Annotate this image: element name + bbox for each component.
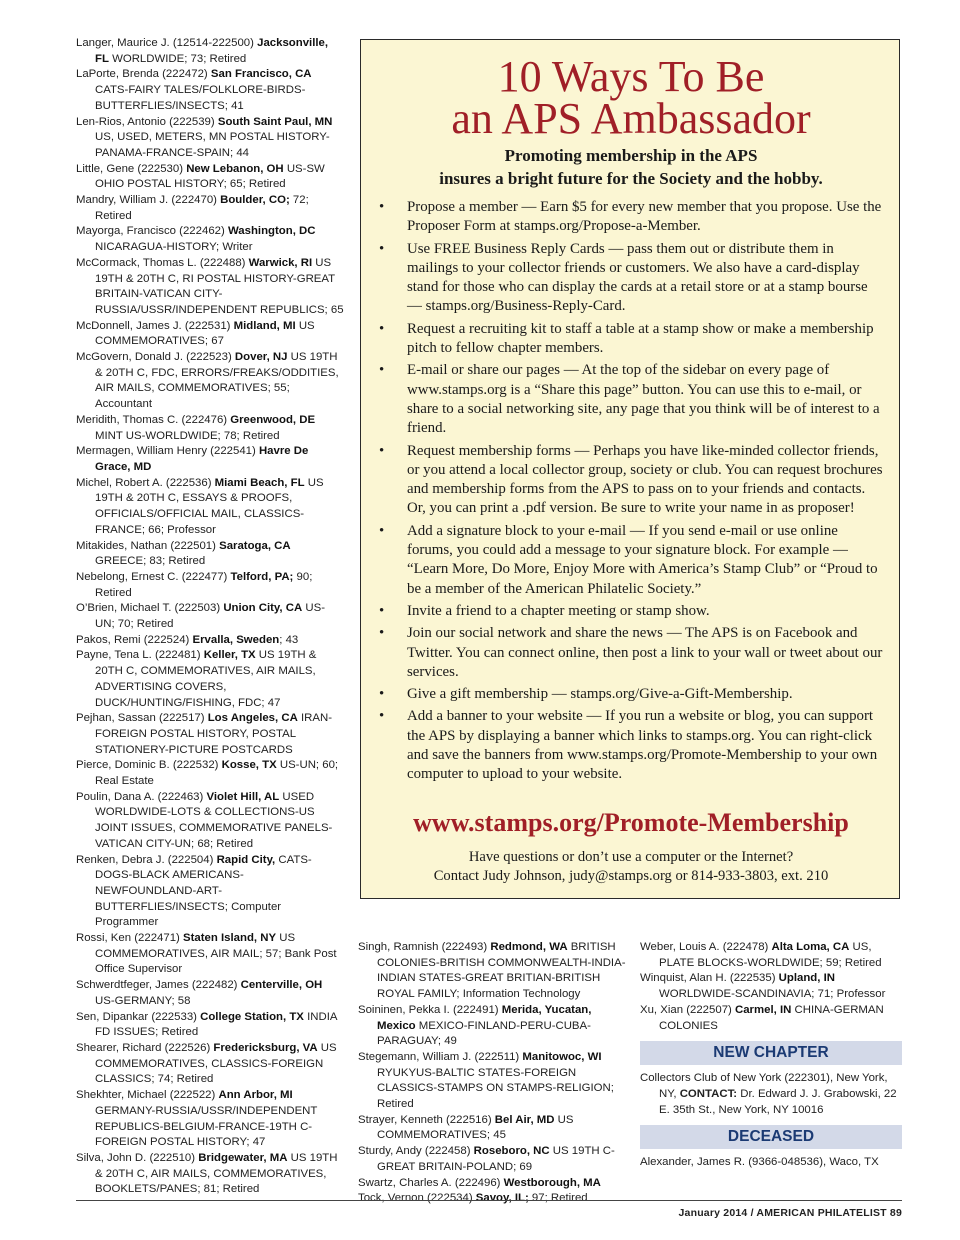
member-location: Redmond, WA — [490, 941, 568, 953]
member-location: Roseboro, NC — [473, 1145, 550, 1158]
new-chapter-entry — [640, 1071, 902, 1118]
bullet-icon: • — [379, 602, 385, 619]
bullet-icon: • — [379, 240, 385, 257]
member-name: Mandry, William J. (222470) — [76, 194, 221, 207]
member-name: Mitakides, Nathan (222501) — [76, 539, 220, 552]
member-entry — [76, 570, 344, 601]
box-title-line2: an APS Ambassador — [451, 94, 811, 143]
member-name: Payne, Tena L. (222481) — [76, 649, 204, 662]
bullet-icon: • — [379, 199, 385, 215]
member-details: GERMANY-RUSSIA/USSR/INDEPENDENT REPUBLICS-BELGIUM-FRANCE-19TH C-FOREIGN POSTAL HISTORY; 47 — [95, 1104, 318, 1149]
member-list-left — [76, 36, 344, 1198]
member-details: BRITISH COLONIES-BRITISH COMMONWEALTH-INDIA-INDIAN STATES-GREAT BRITIAN-BRITISH ROYAL FAMILY; Information Technology — [377, 941, 626, 1001]
member-details: US COMMEMORATIVES, CLASSICS-FOREIGN CLASSICS; 74; Retired — [95, 1042, 337, 1086]
member-name: O’Brien, Michael T. (222503) — [76, 602, 224, 615]
member-details: CATS-FAIRY TALES/FOLKLORE-BIRDS-BUTTERFLIES/INSECTS; 41 — [95, 84, 306, 112]
bullet-icon: • — [379, 362, 385, 379]
member-list-right — [640, 940, 902, 1034]
new-chapter-contact-label: CONTACT: — [679, 1087, 738, 1100]
member-name: Silva, John D. (222510) — [76, 1151, 199, 1164]
member-name: Stegemann, William J. (222511) — [358, 1050, 523, 1063]
member-location: Washington, DC — [227, 225, 316, 238]
member-details: US 19TH C-GREAT BRITAIN-POLAND; 69 — [377, 1145, 615, 1173]
member-entry — [76, 853, 344, 932]
member-name: Little, Gene (222530) — [76, 162, 187, 175]
member-name: Renken, Debra J. (222504) — [76, 853, 217, 866]
member-details: 90; Retired — [95, 570, 313, 599]
member-name: Poulin, Dana A. (222463) — [76, 790, 207, 803]
member-entry — [640, 940, 902, 971]
member-name: Strayer, Kenneth (222516) — [358, 1113, 495, 1126]
ambassador-item-text: Request a recruiting kit to staff a table at a stamp show or make a membership pitch to fellow chapter members. — [407, 320, 874, 357]
member-location: Greenwood, DE — [230, 413, 316, 426]
member-details: USED WORLDWIDE-LOTS & COLLECTIONS-US JOINT ISSUES, COMMEMORATIVE PANELS-VATICAN CITY-UN; 68; Retired — [95, 790, 333, 850]
member-name: Soininen, Pekka I. (222491) — [358, 1003, 502, 1016]
bullet-icon: • — [379, 625, 385, 642]
member-entry — [76, 758, 344, 789]
box-subtitle-line1: Promoting membership in the APS — [504, 146, 758, 165]
member-details: US-GERMANY; 58 — [95, 994, 191, 1007]
member-details: CATS-DOGS-BLACK AMERICANS-NEWFOUNDLAND-ART-BUTTERFLIES/INSECTS; Computer Programmer — [95, 853, 312, 929]
ambassador-item-text: Add a signature block to your e-mail — If you send e-mail or use online forums, you could add a message to your signature block. For example — “Learn More, Do More, Enjoy More with America’s Stamp Club” or “Proud to be a member of the American Philatelic Society.” — [407, 522, 878, 597]
member-name: Weber, Louis A. (222478) — [640, 941, 772, 953]
member-details: US-SW OHIO POSTAL HISTORY; 65; Retired — [95, 162, 325, 191]
member-location: Ann Arbor, MI — [218, 1089, 293, 1102]
ambassador-item-text: Use FREE Business Reply Cards — pass them out or distribute them in mailings to your collector friends or customers. We also have a card-display stand for those who can display the cards at a retail store or at a stamp bourse — stamps.org/Business-Reply-Card. — [407, 240, 868, 315]
ambassador-item — [375, 442, 885, 519]
member-location: Westborough, MA — [503, 1176, 601, 1189]
member-details: IRAN-FOREIGN POSTAL HISTORY, POSTAL STATIONERY-PICTURE POSTCARDS — [95, 712, 332, 756]
member-name: Shekhter, Michael (222522) — [76, 1089, 219, 1102]
member-location: Manitowoc, WI — [522, 1050, 602, 1063]
member-location: Union City, CA — [223, 602, 303, 615]
member-location: Havre De Grace, MD — [95, 445, 309, 473]
member-entry — [76, 1088, 344, 1151]
member-name: Pejhan, Sassan (222517) — [76, 712, 208, 725]
member-name: Mermagen, William Henry (222541) — [76, 445, 259, 458]
member-location: San Francisco, CA — [210, 68, 312, 81]
member-name: McDonnell, James J. (222531) — [76, 319, 234, 332]
ambassador-item — [375, 361, 885, 438]
member-location: Keller, TX — [203, 649, 256, 662]
member-entry — [358, 1003, 630, 1050]
member-entry — [76, 476, 344, 539]
ambassador-box — [360, 39, 900, 899]
member-entry — [76, 162, 344, 193]
member-location: Alta Loma, CA — [771, 941, 850, 953]
new-chapter-lead: Collectors Club of New York (222301), New York, NY, — [640, 1072, 888, 1100]
member-details: US COMMEMORATIVES; 45 — [377, 1113, 574, 1142]
member-entry — [76, 978, 344, 1009]
member-details: US 19TH & 20TH C, COMMEMORATIVES, AIR MAILS, ADVERTISING COVERS, DUCK/HUNTING/FISHING, FDC; 47 — [95, 649, 317, 709]
member-location: College Station, TX — [200, 1010, 304, 1023]
right-column — [640, 940, 902, 1171]
new-chapter-heading: NEW CHAPTER — [640, 1041, 902, 1065]
box-subtitle-line2: insures a bright future for the Society and the hobby. — [439, 169, 823, 188]
member-entry — [76, 790, 344, 853]
member-entry — [76, 413, 344, 444]
box-footer-line2: Contact Judy Johnson, judy@stamps.org or 814-933-3803, ext. 210 — [433, 868, 829, 884]
member-name: Langer, Maurice J. (12514-222500) — [76, 37, 258, 49]
member-location: Los Angeles, CA — [207, 712, 298, 725]
member-location: Savoy, IL; — [475, 1192, 529, 1205]
member-location: Miami Beach, FL — [214, 476, 305, 489]
ambassador-item — [375, 240, 885, 317]
member-details: US-UN; 70; Retired — [95, 602, 325, 631]
deceased-entry: Alexander, James R. (9366-048536), Waco, TX — [640, 1156, 879, 1169]
bullet-icon: • — [379, 442, 385, 459]
box-footer — [361, 848, 901, 886]
member-location: Staten Island, NY — [183, 932, 277, 945]
member-entry — [76, 36, 344, 67]
ambassador-item-text: Propose a member — Earn $5 for every new member that you propose. Use the Proposer Form at stamps.org/Propose-a-Member. — [407, 199, 882, 235]
ambassador-item — [375, 522, 885, 599]
member-name: Winquist, Alan H. (222535) — [640, 972, 779, 985]
member-entry — [640, 971, 902, 1002]
promote-url: www.stamps.org/Promote-Membership — [413, 808, 849, 837]
member-location: Upland, IN — [778, 972, 835, 985]
member-details: NICARAGUA-HISTORY; Writer — [95, 241, 253, 254]
member-name: Schwerdtfeger, James (222482) — [76, 979, 241, 992]
box-subtitle — [361, 144, 901, 190]
member-name: Sturdy, Andy (222458) — [358, 1145, 474, 1158]
member-details: US 19TH & 20TH C, RI POSTAL HISTORY-GREAT BRITAIN-VATICAN CITY-RUSSIA/USSR/INDEPENDENT REPUBLICS; 65 — [95, 256, 344, 316]
member-details: US 19TH & 20TH C, ESSAYS & PROOFS, OFFICIALS/OFFICIAL MAIL, CLASSICS-FRANCE; 66; Professor — [95, 476, 324, 536]
member-entry — [76, 539, 344, 570]
member-name: Swartz, Charles A. (222496) — [358, 1176, 504, 1189]
member-entry — [76, 1151, 344, 1198]
member-location: Saratoga, CA — [219, 539, 291, 552]
footer-rule — [76, 1200, 902, 1201]
member-name: Rossi, Ken (222471) — [76, 932, 184, 945]
ambassador-list — [375, 198, 885, 788]
ambassador-item-text: Request membership forms — Perhaps you have like-minded collector friends, or you attend a local collector group, society or club. You can request brochures and membership forms from the APS to pass on to your friends and contacts. Or, you can print a .pdf version. Be sure to write your name in as proposer! — [407, 442, 883, 517]
member-entry — [76, 633, 344, 649]
member-entry — [358, 1050, 630, 1113]
member-name: Sen, Dipankar (222533) — [76, 1010, 201, 1023]
ambassador-item-text: Add a banner to your website — If you run a website or blog, you can support the APS by displaying a banner which links to stamps.org. You can right-click and save the banners from www.stamps.org/Promote-Membership to your own computer to upload to your website. — [407, 708, 878, 783]
member-details: US, PLATE BLOCKS-WORLDWIDE; 59; Retired — [659, 941, 882, 969]
member-details: US COMMEMORATIVES; 67 — [95, 319, 315, 348]
member-entry — [76, 648, 344, 711]
member-entry — [76, 350, 344, 413]
member-entry — [358, 1176, 630, 1192]
bullet-icon: • — [379, 708, 385, 725]
member-location: Jacksonville, FL — [95, 37, 329, 65]
member-location: Bel Air, MD — [494, 1113, 555, 1126]
member-details: WORLDWIDE; 73; Retired — [108, 52, 247, 65]
ambassador-item-text: E-mail or share our pages — At the top of the sidebar on every page of www.stamps.org is a “Share this page” button. You can use this to e-mail, or share to a social networking site, any page that you think will be of interest to a friend. — [407, 362, 880, 437]
member-details: MINT US-WORLDWIDE; 78; Retired — [95, 429, 280, 442]
ambassador-item — [375, 707, 885, 784]
member-name: Pierce, Dominic B. (222532) — [76, 759, 222, 772]
member-name: Mayorga, Francisco (222462) — [76, 225, 228, 238]
member-entry — [76, 444, 344, 475]
member-name: Nebelong, Ernest C. (222477) — [76, 570, 231, 583]
member-location: Carmel, IN — [735, 1003, 792, 1016]
ambassador-item — [375, 624, 885, 682]
member-name: McCormack, Thomas L. (222488) — [76, 256, 249, 269]
member-location: Midland, MI — [233, 319, 296, 332]
member-details: US 19TH & 20TH C, FDC, ERRORS/FREAKS/ODDITIES, AIR MAILS, COMMEMORATIVES; 55; Accountant — [95, 351, 339, 411]
ambassador-item — [375, 602, 885, 621]
member-entry — [76, 256, 344, 319]
member-location: Merida, Yucatan, Mexico — [377, 1003, 592, 1032]
member-entry — [76, 711, 344, 758]
member-location: Centerville, OH — [240, 979, 323, 992]
ambassador-item — [375, 198, 885, 237]
member-entry — [76, 319, 344, 350]
member-name: Michel, Robert A. (222536) — [76, 476, 215, 489]
member-details: MEXICO-FINLAND-PERU-CUBA-PARAGUAY; 49 — [377, 1019, 591, 1048]
member-location: New Lebanon, OH — [186, 162, 284, 175]
member-location: South Saint Paul, MN — [217, 115, 333, 128]
member-details: US-UN; 60; Real Estate — [95, 759, 339, 788]
bullet-icon: • — [379, 320, 385, 337]
member-details: 72; Retired — [95, 194, 309, 222]
member-entry — [76, 193, 344, 224]
member-entry — [640, 1003, 902, 1034]
ambassador-item-text: Invite a friend to a chapter meeting or stamp show. — [407, 602, 710, 619]
member-location: Ervalla, Sweden — [192, 633, 280, 646]
member-location: Boulder, CO; — [220, 194, 290, 207]
bullet-icon: • — [379, 686, 385, 703]
member-name: McGovern, Donald J. (222523) — [76, 351, 235, 364]
member-location: Bridgewater, MA — [198, 1151, 288, 1164]
member-details: US COMMEMORATIVES, AIR MAIL; 57; Bank Post Office Supervisor — [95, 932, 337, 976]
member-name: Pakos, Remi (222524) — [76, 633, 193, 646]
member-name: Singh, Ramnish (222493) — [358, 941, 491, 953]
member-location: Telford, PA; — [230, 570, 294, 583]
page-folio: January 2014 / AMERICAN PHILATELIST 89 — [678, 1207, 902, 1219]
member-details: US 19TH & 20TH C, AIR MAILS, COMMEMORATIVES, BOOKLETS/PANES; 81; Retired — [95, 1151, 338, 1196]
member-entry — [76, 67, 344, 114]
ambassador-item-text: Give a gift membership — stamps.org/Give-a-Gift-Membership. — [407, 686, 793, 703]
member-details: INDIA FD ISSUES; Retired — [95, 1010, 337, 1039]
member-location: Warwick, RI — [248, 256, 313, 269]
member-entry — [358, 1144, 630, 1175]
deceased-heading: DECEASED — [640, 1125, 902, 1149]
member-name: Len-Rios, Antonio (222539) — [76, 115, 218, 128]
member-entry — [358, 940, 630, 1003]
member-list-middle — [358, 940, 630, 1207]
ambassador-item — [375, 685, 885, 704]
member-location: Rapid City, — [216, 853, 276, 866]
member-details: US, USED, METERS, MN POSTAL HISTORY-PANAMA-FRANCE-SPAIN; 44 — [95, 131, 330, 159]
member-entry — [76, 224, 344, 255]
member-entry — [76, 601, 344, 632]
member-details: ; 43 — [279, 633, 299, 646]
member-name: LaPorte, Brenda (222472) — [76, 68, 211, 81]
member-name: Meridith, Thomas C. (222476) — [76, 413, 231, 426]
member-location: Dover, NJ — [234, 351, 288, 364]
member-details: RYUKYUS-BALTIC STATES-FOREIGN CLASSICS-STAMPS ON STAMPS-RELIGION; Retired — [377, 1066, 614, 1111]
box-footer-line1: Have questions or don’t use a computer or the Internet? — [468, 849, 794, 865]
member-entry — [76, 1041, 344, 1088]
member-name: Xu, Xian (222507) — [640, 1003, 735, 1016]
ambassador-item-text: Join our social network and share the news — The APS is on Facebook and Twitter. You can connect online, then post a link to your wall or tweet about our services. — [407, 625, 883, 680]
member-location: Kosse, TX — [221, 759, 277, 772]
box-title-line1: 10 Ways To Be — [497, 52, 765, 101]
member-name: Tock, Vernon (222534) — [358, 1192, 476, 1205]
bullet-icon: • — [379, 522, 385, 539]
member-details: 97; Retired — [528, 1192, 588, 1205]
member-entry — [358, 1113, 630, 1144]
member-entry — [76, 115, 344, 162]
member-location: Fredericksburg, VA — [213, 1042, 318, 1054]
member-details: CHINA-GERMAN COLONIES — [659, 1003, 884, 1032]
member-entry — [76, 931, 344, 978]
member-location: Violet Hill, AL — [206, 790, 280, 803]
new-chapter-rest: Dr. Edward J. J. Grabowski, 22 E. 35th St., New York, NY 10016 — [659, 1087, 897, 1116]
ambassador-item — [375, 320, 885, 359]
member-details: WORLDWIDE-SCANDINAVIA; 71; Professor — [659, 988, 886, 1001]
member-entry — [76, 1010, 344, 1041]
member-name: Shearer, Richard (222526) — [76, 1042, 214, 1054]
member-details: GREECE; 83; Retired — [95, 555, 206, 568]
